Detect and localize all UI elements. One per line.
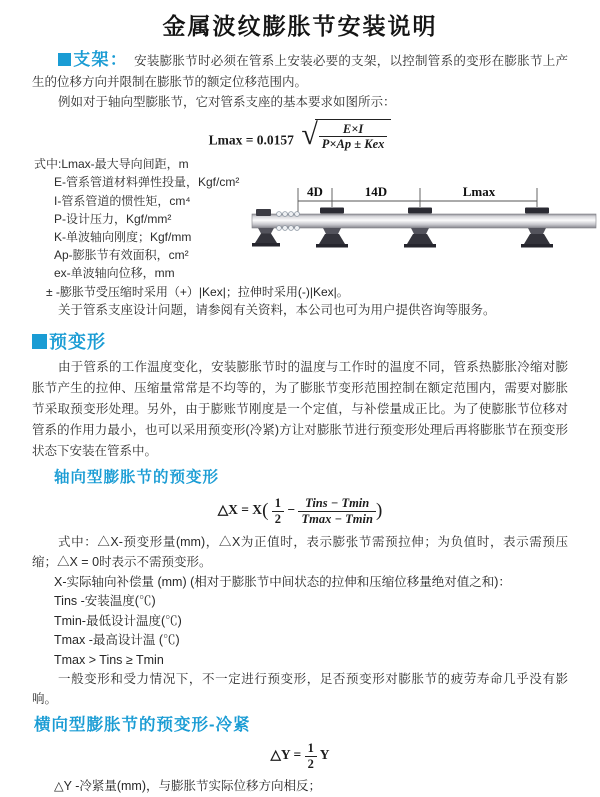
fraction-denominator: P×Ap ± Kex: [319, 136, 388, 151]
lateral-note: △Y -冷紧量(mm)，与膨胀节实际位移方向相反；: [54, 779, 322, 794]
fraction-denominator: Tmax − Tmin: [298, 511, 375, 526]
open-paren: (: [262, 500, 269, 522]
temp-line: Tmax -最高设计温 (℃): [54, 633, 180, 648]
page-title: 金属波纹膨胀节安装说明: [162, 13, 438, 39]
formula-variable: 式中:Lmax-最大导向间距，m: [34, 157, 189, 172]
support-intro-text: 安装膨胀节时必须在管系上安装必要的支架，以控制管系的变形在膨胀节上产生的位移方向并限制在膨胀节的额定位移范围内。: [32, 54, 569, 89]
lateral-formula-rhs: Y: [319, 747, 330, 763]
formula-variable-list: [32, 155, 250, 282]
temperature-fraction: [298, 496, 375, 526]
plus-minus-note: ± -膨胀节受压缩时采用（+）|Kex|；拉伸时采用(-)|Kex|。: [46, 284, 349, 299]
formula-variable: Ap-膨胀节有效面积，cm²: [54, 248, 189, 263]
dim-label-4d: 4D: [307, 184, 323, 200]
minus-operator: −: [287, 502, 296, 518]
formula-variable: K-单波轴向刚度；Kgf/mm: [54, 230, 192, 245]
sqrt-expression: [301, 119, 391, 152]
temp-line: Tins -安装温度(℃): [54, 594, 156, 609]
consulting-note: 关于管系支座设计问题，请参阅有关资料，本公司也可为用户提供咨询等服务。: [58, 302, 496, 317]
half-fraction: [272, 496, 284, 526]
close-paren: ): [375, 500, 383, 522]
support-section-heading: 支架：: [73, 50, 129, 69]
predeform-section-heading: [32, 331, 568, 353]
fraction-numerator: Tins − Tmin: [305, 496, 370, 511]
pipe: [252, 214, 596, 228]
pipe-support-diagram: [250, 177, 598, 261]
section-marker-icon: [32, 334, 47, 349]
diagram-column: [250, 155, 598, 282]
lmax-formula: [32, 119, 568, 152]
axial-note: 一般变形和受力情况下，不一定进行预变形，足否预变形对膨胀节的疲劳寿命几乎没有影响。: [32, 672, 568, 706]
dim-label-lmax: Lmax: [462, 184, 496, 200]
x-definition: X-实际轴向补偿量 (mm) (相对于膨胀节中间状态的拉伸和压缩位移量绝对值之和)：: [54, 574, 511, 589]
formula-variable: P-设计压力，Kgf/mm²: [54, 211, 172, 226]
temp-line: Tmax > Tins ≥ Tmin: [54, 652, 164, 667]
lmax-formula-lhs: Lmax = 0.0157: [208, 131, 294, 147]
predeform-paragraph: 由于管系的工作温度变化，安装膨胀节时的温度与工作时的温度不同，管系热膨胀冷缩对膨胀节产生的拉伸、压缩量常常是不均等的，为了膨胀节变形范围控制在额定范围内，需要对膨胀节采取预变形处理。另外，由于膨账节刚度是一个定值，与补偿量成正比。为了使膨胀节位移对管系的作用力最小，也可以采用预变形(冷紧)方让对膨胀节进行预变形处理后再将膨胀节在预变形状态下安装在管系中。: [32, 360, 568, 459]
radicand: [315, 119, 392, 152]
section-marker-icon: [58, 53, 71, 66]
lateral-formula: [32, 741, 568, 771]
support-example-line: 例如对于轴向型膨胀节，它对管系支座的基本要求如图所示：: [58, 95, 396, 109]
axial-subheading: 轴向型膨胀节的预变形: [54, 469, 220, 487]
dim-label-14d: 14D: [364, 184, 388, 200]
fraction-numerator: 1: [274, 496, 282, 511]
lmax-fraction: [319, 122, 388, 152]
fraction-denominator: 2: [272, 511, 284, 526]
fraction-numerator: 1: [307, 741, 314, 756]
formula-variable: ex-单波轴向位移，mm: [54, 266, 175, 281]
formula-variable: I-管系管道的惯性矩，cm⁴: [54, 193, 191, 208]
variables-and-diagram: [32, 155, 595, 282]
half-fraction: [305, 741, 317, 771]
lateral-formula-lhs: △Y =: [270, 747, 302, 763]
axial-formula-lhs: △X = X: [217, 502, 263, 518]
lateral-subheading: 横向型膨胀节的预变形-冷紧: [34, 716, 251, 735]
formula-variable: E-管系管道材料弹性投量，Kgf/cm²: [54, 175, 240, 190]
fraction-denominator: 2: [305, 756, 317, 771]
axial-formula: [32, 496, 568, 526]
radical-sign: √: [301, 117, 318, 151]
axial-explain: 式中：△X-预变形量(mm)，△X为正值时，表示膨张节需预拉伸；为负值时，表示需预压缩；△X = 0时表示不需预变形。: [32, 534, 568, 570]
temp-line: Tmin-最低设计温度(℃): [54, 613, 182, 628]
support-intro-paragraph: [32, 50, 568, 92]
predeform-heading-text: 预变形: [49, 332, 106, 353]
fraction-numerator: E×I: [342, 121, 364, 136]
